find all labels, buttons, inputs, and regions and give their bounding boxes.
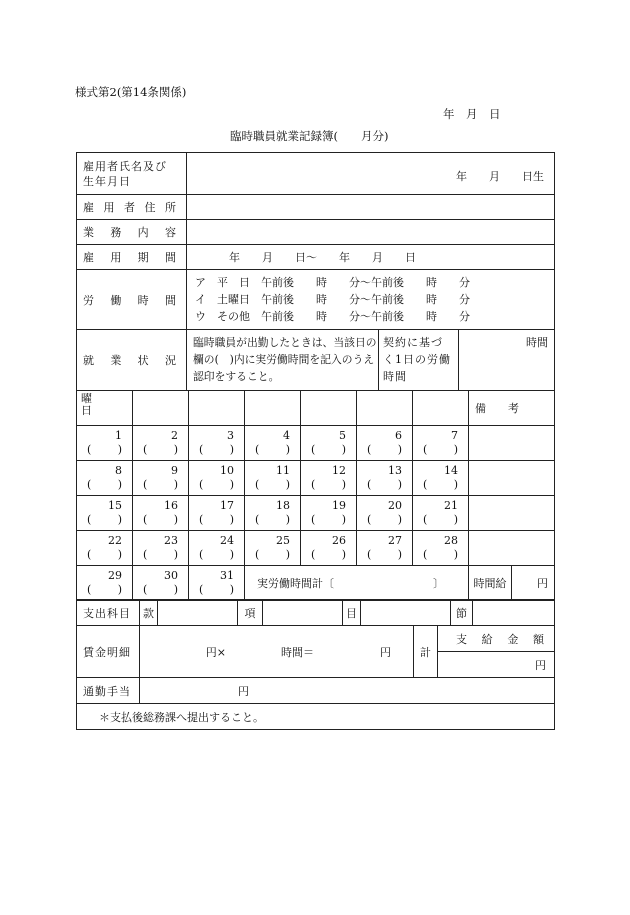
hours-parentheses: ( ) xyxy=(311,443,346,456)
day-number: 4 xyxy=(283,429,290,442)
day-number: 10 xyxy=(220,464,234,477)
budget-table xyxy=(76,599,555,626)
name-birth-field[interactable] xyxy=(187,153,555,195)
hours-parentheses: ( ) xyxy=(423,513,458,526)
period-value: 年 月 日～ 年 月 日 xyxy=(229,251,416,264)
day-number: 12 xyxy=(332,464,346,477)
day-cell[interactable] xyxy=(133,461,189,496)
hours-parentheses: ( ) xyxy=(199,478,234,491)
weekday-label: 曜 日 xyxy=(77,391,133,426)
budget-kou-field[interactable] xyxy=(263,600,343,626)
hours-weekday: ア 平 日 午前後 時 分～午前後 時 分 xyxy=(195,276,470,289)
day-number: 18 xyxy=(276,499,290,512)
day-number: 26 xyxy=(332,534,346,547)
hours-parentheses: ( ) xyxy=(423,548,458,561)
weekday-cell[interactable] xyxy=(413,391,469,426)
day-cell[interactable] xyxy=(77,426,133,461)
hours-parentheses: ( ) xyxy=(423,443,458,456)
hours-parentheses: ( ) xyxy=(311,478,346,491)
day-cell[interactable] xyxy=(77,461,133,496)
budget-moku-field[interactable] xyxy=(361,600,451,626)
status-note-line2: 欄の( )内に実労働時間を記入のうえ xyxy=(193,353,375,366)
day-cell[interactable] xyxy=(245,426,301,461)
day-number: 13 xyxy=(388,464,402,477)
remarks-label: 備 考 xyxy=(469,391,555,426)
hours-field[interactable] xyxy=(187,270,555,330)
page-title: 臨時職員就業記録簿( 月分) xyxy=(230,129,389,143)
day-number: 31 xyxy=(220,569,234,582)
hours-parentheses: ( ) xyxy=(367,443,402,456)
day-cell[interactable] xyxy=(77,566,133,601)
hours-saturday: イ 土曜日 午前後 時 分～午前後 時 分 xyxy=(195,293,470,306)
day-cell[interactable] xyxy=(189,496,245,531)
hours-parentheses: ( ) xyxy=(143,443,178,456)
period-field[interactable] xyxy=(187,245,555,270)
day-number: 27 xyxy=(388,534,402,547)
day-cell[interactable] xyxy=(357,496,413,531)
contract-line1: 契約に基づ xyxy=(383,336,443,349)
day-number: 1 xyxy=(115,429,122,442)
day-cell[interactable] xyxy=(301,426,357,461)
remarks-cell[interactable] xyxy=(469,496,555,531)
day-cell[interactable] xyxy=(413,426,469,461)
status-note xyxy=(187,330,379,391)
hours-parentheses: ( ) xyxy=(143,478,178,491)
day-number: 22 xyxy=(108,534,122,547)
day-number: 14 xyxy=(444,464,458,477)
contract-hours-unit: 時間 xyxy=(526,336,549,349)
day-number: 3 xyxy=(227,429,234,442)
day-cell[interactable] xyxy=(301,496,357,531)
budget-label: 支出科目 xyxy=(77,600,140,626)
status-note-line1: 臨時職員が出勤したときは、当該日の xyxy=(193,336,377,349)
day-number: 2 xyxy=(171,429,178,442)
form-number: 様式第2(第14条関係) xyxy=(75,85,187,99)
address-label: 雇 用 者 住 所 xyxy=(77,195,187,220)
day-number: 15 xyxy=(108,499,122,512)
hours-parentheses: ( ) xyxy=(423,478,458,491)
footer-note xyxy=(77,704,555,730)
footer-note-text: ＊支払後総務課へ提出すること。 xyxy=(99,710,264,724)
hours-parentheses: ( ) xyxy=(255,548,290,561)
day-cell[interactable] xyxy=(133,426,189,461)
period-label: 雇 用 期 間 xyxy=(77,245,187,270)
hours-parentheses: ( ) xyxy=(87,513,122,526)
duties-label: 業 務 内 容 xyxy=(77,220,187,245)
status-label: 就 業 状 況 xyxy=(77,330,187,391)
day-cell[interactable] xyxy=(357,426,413,461)
day-number: 11 xyxy=(276,464,290,477)
weekday-cell[interactable] xyxy=(133,391,189,426)
hourly-wage-label: 時間給 xyxy=(469,566,512,601)
day-cell[interactable] xyxy=(413,531,469,566)
budget-setsu-field[interactable] xyxy=(473,600,555,626)
wage-formula[interactable] xyxy=(140,626,414,678)
day-cell[interactable] xyxy=(77,531,133,566)
name-label-line1: 雇用者氏名及び xyxy=(83,159,167,173)
day-number: 20 xyxy=(388,499,402,512)
address-field[interactable] xyxy=(187,195,555,220)
hours-parentheses: ( ) xyxy=(255,513,290,526)
wage-label: 賃金明細 xyxy=(77,626,140,678)
day-cell[interactable] xyxy=(413,461,469,496)
budget-kou-label: 項 xyxy=(238,600,263,626)
day-number: 21 xyxy=(444,499,458,512)
hours-parentheses: ( ) xyxy=(143,548,178,561)
hours-parentheses: ( ) xyxy=(199,443,234,456)
name-birth-label xyxy=(77,153,187,195)
hours-parentheses: ( ) xyxy=(311,513,346,526)
commute-field[interactable] xyxy=(140,678,555,704)
pay-amount-field[interactable]: 円 xyxy=(438,652,555,678)
day-number: 19 xyxy=(332,499,346,512)
day-number: 16 xyxy=(164,499,178,512)
contract-hours-field[interactable] xyxy=(459,330,555,391)
day-cell[interactable] xyxy=(357,461,413,496)
day-number: 8 xyxy=(115,464,122,477)
commute-table xyxy=(76,677,555,730)
wage-table xyxy=(76,625,555,678)
hours-parentheses: ( ) xyxy=(311,548,346,561)
weekday-cell[interactable] xyxy=(189,391,245,426)
actual-hours-total[interactable] xyxy=(245,566,469,601)
duties-field[interactable] xyxy=(187,220,555,245)
day-cell[interactable] xyxy=(189,461,245,496)
day-cell[interactable] xyxy=(301,531,357,566)
hourly-wage-field[interactable]: 円 xyxy=(512,566,555,601)
form-date: 年 月 日 xyxy=(443,107,501,121)
status-note-line3: 認印をすること。 xyxy=(193,370,280,383)
hours-other: ウ その他 午前後 時 分～午前後 時 分 xyxy=(195,310,470,323)
hours-parentheses: ( ) xyxy=(199,583,234,596)
calendar-week-row xyxy=(77,426,555,461)
day-cell[interactable] xyxy=(245,531,301,566)
wage-formula-text: 円× 時間＝ 円 xyxy=(205,645,391,659)
remarks-cell[interactable] xyxy=(469,426,555,461)
day-number: 29 xyxy=(108,569,122,582)
hours-parentheses: ( ) xyxy=(255,443,290,456)
hours-parentheses: ( ) xyxy=(367,513,402,526)
hours-parentheses: ( ) xyxy=(87,478,122,491)
weekday-cell[interactable] xyxy=(301,391,357,426)
wage-total-label: 計 xyxy=(414,626,438,678)
calendar-table xyxy=(76,390,555,601)
remarks-cell[interactable] xyxy=(469,461,555,496)
hours-parentheses: ( ) xyxy=(143,513,178,526)
employee-info-table xyxy=(76,152,555,391)
day-cell[interactable] xyxy=(77,496,133,531)
day-cell[interactable] xyxy=(189,426,245,461)
budget-moku-label: 目 xyxy=(343,600,361,626)
budget-setsu-label: 節 xyxy=(451,600,473,626)
day-cell[interactable] xyxy=(357,531,413,566)
day-cell[interactable] xyxy=(133,496,189,531)
name-label-line2: 生年月日 xyxy=(83,174,131,188)
hours-parentheses: ( ) xyxy=(143,583,178,596)
day-number: 30 xyxy=(164,569,178,582)
hours-parentheses: ( ) xyxy=(367,548,402,561)
weekday-cell[interactable] xyxy=(357,391,413,426)
day-number: 7 xyxy=(451,429,458,442)
day-cell[interactable] xyxy=(189,531,245,566)
contract-hours-label xyxy=(379,330,459,391)
commute-label: 通勤手当 xyxy=(77,678,140,704)
contract-line2: く1日の労働 xyxy=(383,353,451,366)
hours-parentheses: ( ) xyxy=(199,513,234,526)
day-number: 23 xyxy=(164,534,178,547)
day-number: 24 xyxy=(220,534,234,547)
day-number: 17 xyxy=(220,499,234,512)
day-cell[interactable] xyxy=(245,496,301,531)
day-number: 25 xyxy=(276,534,290,547)
day-cell[interactable] xyxy=(301,461,357,496)
calendar-week-row xyxy=(77,461,555,496)
budget-kan-field[interactable] xyxy=(158,600,238,626)
day-number: 28 xyxy=(444,534,458,547)
day-cell[interactable] xyxy=(133,531,189,566)
hours-parentheses: ( ) xyxy=(87,583,122,596)
actual-hours-text: 実労働時間計〔 〕 xyxy=(257,577,444,590)
hours-parentheses: ( ) xyxy=(199,548,234,561)
day-cell[interactable] xyxy=(133,566,189,601)
day-number: 6 xyxy=(395,429,402,442)
day-cell[interactable] xyxy=(245,461,301,496)
birth-date-suffix: 年 月 日生 xyxy=(456,170,545,183)
budget-kan-label: 款 xyxy=(140,600,158,626)
hours-label: 労 働 時 間 xyxy=(77,270,187,330)
day-number: 5 xyxy=(339,429,346,442)
weekday-cell[interactable] xyxy=(245,391,301,426)
contract-line3: 時間 xyxy=(383,370,407,383)
hours-parentheses: ( ) xyxy=(87,548,122,561)
hours-parentheses: ( ) xyxy=(367,478,402,491)
pay-amount-label: 支 給 金 額 xyxy=(438,626,555,652)
day-cell[interactable] xyxy=(189,566,245,601)
remarks-cell[interactable] xyxy=(469,531,555,566)
hours-parentheses: ( ) xyxy=(255,478,290,491)
hours-parentheses: ( ) xyxy=(87,443,122,456)
day-cell[interactable] xyxy=(413,496,469,531)
commute-yen: 円 xyxy=(238,684,249,698)
calendar-week-row xyxy=(77,496,555,531)
calendar-week-row xyxy=(77,531,555,566)
day-number: 9 xyxy=(171,464,178,477)
